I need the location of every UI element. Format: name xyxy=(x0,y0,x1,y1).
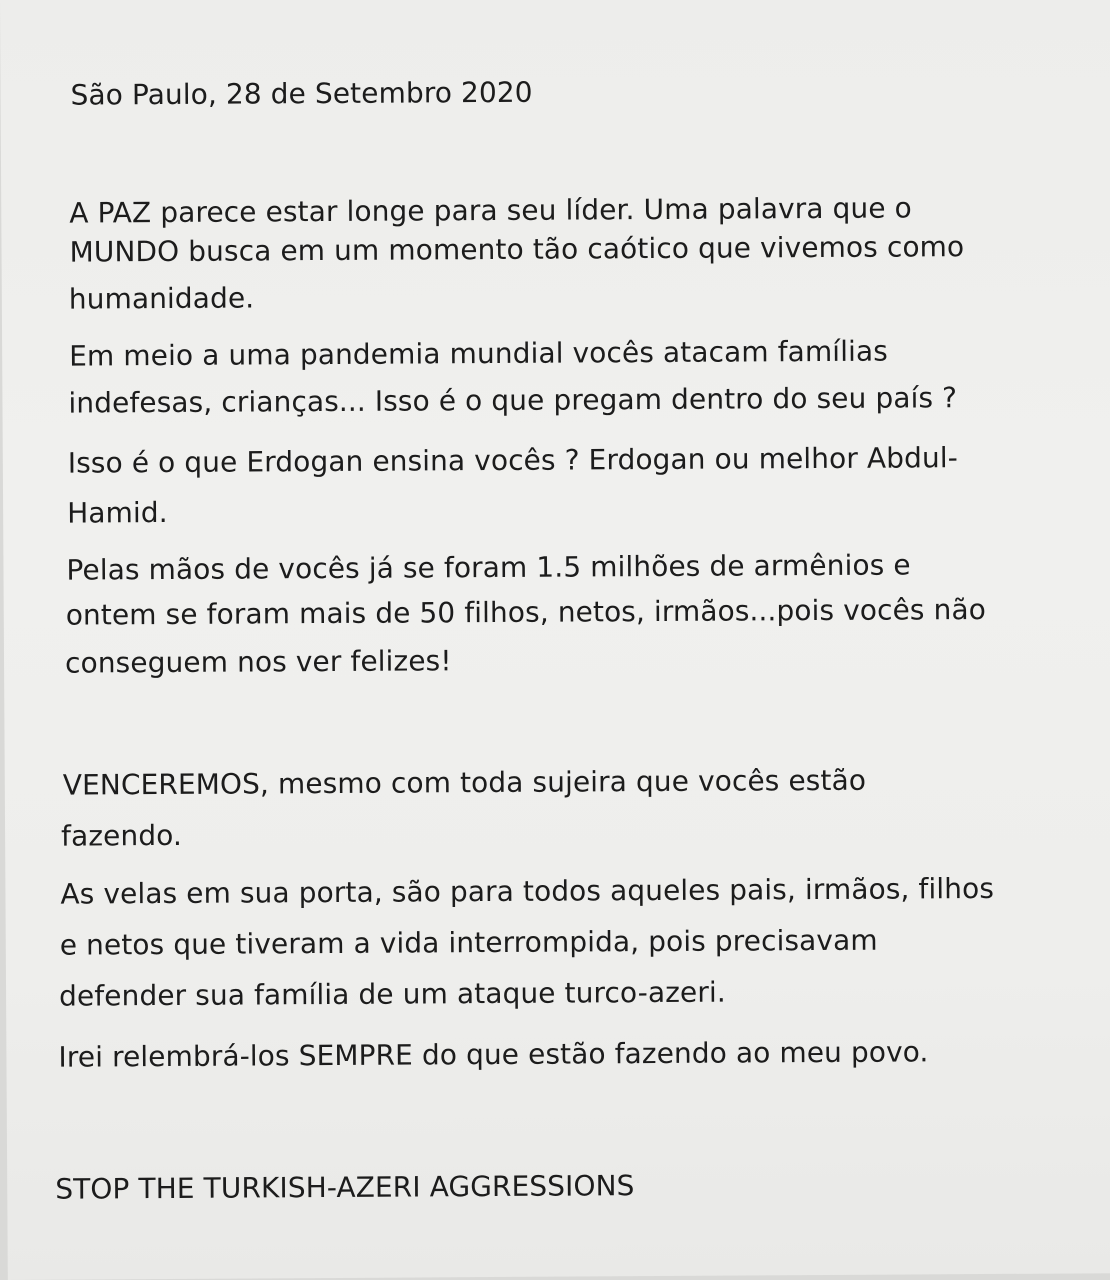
paragraph-line: Pelas mãos de vocês já se foram 1.5 milhões de armênios e xyxy=(66,548,911,587)
paragraph-line: e netos que tiveram a vida interrompida, pois precisavam xyxy=(59,923,878,962)
paragraph-line: indefesas, crianças... Isso é o que pregam dentro do seu país ? xyxy=(68,381,958,420)
paragraph-line: As velas em sua porta, são para todos aqueles pais, irmãos, filhos xyxy=(60,871,995,911)
paragraph-line: MUNDO busca em um momento tão caótico que vivemos como xyxy=(69,230,965,269)
place-date: São Paulo, 28 de Setembro 2020 xyxy=(70,75,533,112)
paragraph-line: VENCEREMOS, mesmo com toda sujeira que vocês estão xyxy=(62,763,867,802)
paragraph-line: Isso é o que Erdogan ensina vocês ? Erdogan ou melhor Abdul- xyxy=(67,441,958,480)
paragraph-line: defender sua família de um ataque turco-azeri. xyxy=(58,975,726,1013)
paragraph-line: fazendo. xyxy=(61,818,183,853)
closing-slogan: STOP THE TURKISH-AZERI AGGRESSIONS xyxy=(55,1169,635,1206)
paragraph-line: Em meio a uma pandemia mundial vocês atacam famílias xyxy=(69,334,888,373)
paragraph-line: conseguem nos ver felizes! xyxy=(64,644,452,680)
paragraph-line: ontem se foram mais de 50 filhos, netos, irmãos...pois vocês não xyxy=(65,592,987,632)
paragraph-line: Irei relembrá-los SEMPRE do que estão fazendo ao meu povo. xyxy=(58,1035,929,1074)
paragraph-line: humanidade. xyxy=(68,281,255,316)
paragraph-line: Hamid. xyxy=(67,495,168,530)
paragraph-line: A PAZ parece estar longe para seu líder. Uma palavra que o xyxy=(69,191,912,230)
